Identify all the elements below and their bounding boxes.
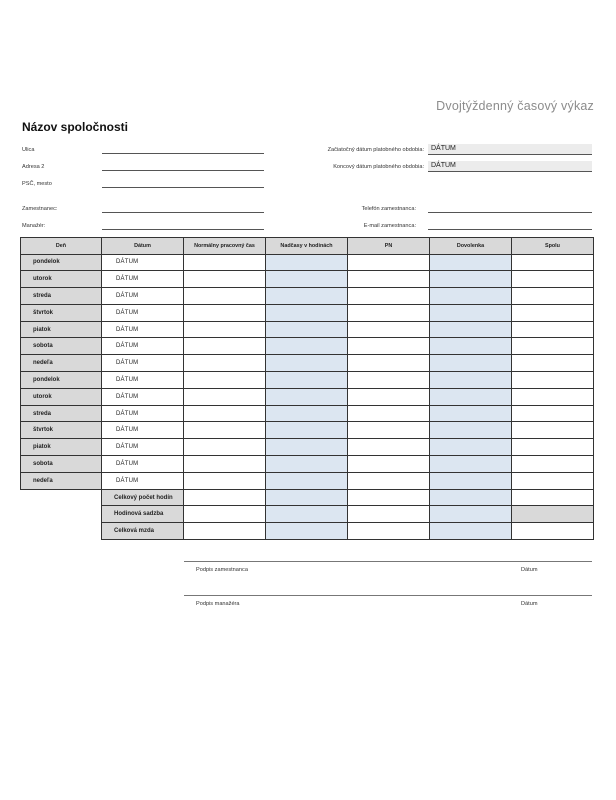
day-cell: štvrtok: [21, 422, 102, 439]
rate-overtime-cell[interactable]: [266, 506, 348, 523]
street-field[interactable]: [102, 153, 264, 154]
overtime-cell[interactable]: [266, 439, 348, 456]
table-row: [21, 372, 594, 389]
empty-cell: [21, 506, 102, 523]
sick-cell[interactable]: [348, 472, 430, 489]
vacation-cell[interactable]: [430, 422, 512, 439]
vacation-cell[interactable]: [430, 254, 512, 271]
address2-label: Adresa 2: [22, 164, 45, 170]
total-all-cell[interactable]: [512, 489, 594, 506]
employee-signature-label: Podpis zamestnanca: [196, 567, 248, 573]
col-header-day: Deň: [21, 238, 102, 255]
rate-sick-cell[interactable]: [348, 506, 430, 523]
sick-cell[interactable]: [348, 422, 430, 439]
date-cell[interactable]: DÁTUM: [102, 288, 184, 305]
table-row: [21, 321, 594, 338]
table-row: [21, 405, 594, 422]
employee-email-label: E-mail zamestnanca:: [363, 223, 416, 229]
sick-cell[interactable]: [348, 372, 430, 389]
table-row: [21, 456, 594, 473]
regular-cell[interactable]: [184, 288, 266, 305]
table-row: [21, 288, 594, 305]
vacation-cell[interactable]: [430, 288, 512, 305]
sick-cell[interactable]: [348, 321, 430, 338]
regular-cell[interactable]: [184, 254, 266, 271]
overtime-cell[interactable]: [266, 338, 348, 355]
total-cell[interactable]: [512, 271, 594, 288]
period-end-field[interactable]: DÁTUM: [428, 161, 592, 172]
table-row: [21, 304, 594, 321]
sick-cell[interactable]: [348, 456, 430, 473]
day-cell: piatok: [21, 439, 102, 456]
overtime-cell[interactable]: [266, 456, 348, 473]
table-row: [21, 271, 594, 288]
day-cell: nedeľa: [21, 472, 102, 489]
date-cell[interactable]: DÁTUM: [102, 372, 184, 389]
empty-cell: [21, 489, 102, 506]
date-cell[interactable]: DÁTUM: [102, 304, 184, 321]
total-overtime-cell[interactable]: [266, 489, 348, 506]
overtime-cell[interactable]: [266, 321, 348, 338]
sick-cell[interactable]: [348, 271, 430, 288]
table-row: [21, 388, 594, 405]
vacation-cell[interactable]: [430, 388, 512, 405]
col-header-vacation: Dovolenka: [430, 238, 512, 255]
date-cell[interactable]: DÁTUM: [102, 321, 184, 338]
vacation-cell[interactable]: [430, 355, 512, 372]
date-cell[interactable]: DÁTUM: [102, 472, 184, 489]
table-row: [21, 439, 594, 456]
address2-field[interactable]: [102, 170, 264, 171]
day-cell: pondelok: [21, 372, 102, 389]
day-cell: nedeľa: [21, 355, 102, 372]
summary-row-total-hours: [21, 489, 594, 506]
date-cell[interactable]: DÁTUM: [102, 456, 184, 473]
pay-sick-cell[interactable]: [348, 523, 430, 540]
regular-cell[interactable]: [184, 304, 266, 321]
overtime-cell[interactable]: [266, 372, 348, 389]
total-vacation-cell[interactable]: [430, 489, 512, 506]
regular-cell[interactable]: [184, 338, 266, 355]
employee-email-field[interactable]: [428, 229, 592, 230]
col-header-sick: PN: [348, 238, 430, 255]
vacation-cell[interactable]: [430, 456, 512, 473]
vacation-cell[interactable]: [430, 338, 512, 355]
street-label: Ulica: [22, 147, 35, 153]
vacation-cell[interactable]: [430, 372, 512, 389]
overtime-cell[interactable]: [266, 254, 348, 271]
date-cell[interactable]: DÁTUM: [102, 355, 184, 372]
sick-cell[interactable]: [348, 254, 430, 271]
day-cell: utorok: [21, 388, 102, 405]
total-cell[interactable]: [512, 304, 594, 321]
employee-signature-date-label: Dátum: [521, 567, 538, 573]
empty-cell: [21, 523, 102, 540]
col-header-date: Dátum: [102, 238, 184, 255]
table-row: [21, 338, 594, 355]
summary-row-total-pay: [21, 523, 594, 540]
overtime-cell[interactable]: [266, 355, 348, 372]
regular-cell[interactable]: [184, 271, 266, 288]
company-name: Názov spoločnosti: [22, 120, 129, 134]
period-start-field[interactable]: DÁTUM: [428, 144, 592, 155]
period-end-label: Koncový dátum platobného obdobia:: [333, 164, 424, 170]
overtime-cell[interactable]: [266, 288, 348, 305]
sick-cell[interactable]: [348, 338, 430, 355]
total-cell[interactable]: [512, 388, 594, 405]
regular-cell[interactable]: [184, 405, 266, 422]
timesheet-table: [20, 237, 594, 540]
vacation-cell[interactable]: [430, 472, 512, 489]
table-row: [21, 472, 594, 489]
period-start-label: Začiatočný dátum platobného obdobia:: [327, 147, 424, 153]
rate-regular-cell[interactable]: [184, 506, 266, 523]
col-header-regular: Normálny pracovný čas: [184, 238, 266, 255]
date-cell[interactable]: DÁTUM: [102, 422, 184, 439]
vacation-cell[interactable]: [430, 439, 512, 456]
total-cell[interactable]: [512, 355, 594, 372]
day-cell: piatok: [21, 321, 102, 338]
sick-cell[interactable]: [348, 355, 430, 372]
day-cell: utorok: [21, 271, 102, 288]
manager-signature-date-label: Dátum: [521, 601, 538, 607]
regular-cell[interactable]: [184, 456, 266, 473]
sick-cell[interactable]: [348, 304, 430, 321]
day-cell: streda: [21, 288, 102, 305]
manager-signature-label: Podpis manažéra: [196, 601, 240, 607]
regular-cell[interactable]: [184, 372, 266, 389]
overtime-cell[interactable]: [266, 271, 348, 288]
pay-regular-cell[interactable]: [184, 523, 266, 540]
total-sick-cell[interactable]: [348, 489, 430, 506]
regular-cell[interactable]: [184, 321, 266, 338]
col-header-total: Spolu: [512, 238, 594, 255]
total-pay-label: Celková mzda: [102, 523, 184, 540]
table-row: [21, 422, 594, 439]
manager-signature-line[interactable]: [184, 595, 592, 596]
vacation-cell[interactable]: [430, 321, 512, 338]
sick-cell[interactable]: [348, 288, 430, 305]
regular-cell[interactable]: [184, 472, 266, 489]
vacation-cell[interactable]: [430, 304, 512, 321]
day-cell: pondelok: [21, 254, 102, 271]
total-cell[interactable]: [512, 321, 594, 338]
rate-vacation-cell[interactable]: [430, 506, 512, 523]
employee-field[interactable]: [102, 212, 264, 213]
total-cell[interactable]: [512, 254, 594, 271]
pay-vacation-cell[interactable]: [430, 523, 512, 540]
overtime-cell[interactable]: [266, 405, 348, 422]
regular-cell[interactable]: [184, 355, 266, 372]
total-cell[interactable]: [512, 288, 594, 305]
col-header-overtime: Nadčasy v hodinách: [266, 238, 348, 255]
day-cell: štvrtok: [21, 304, 102, 321]
employee-phone-field[interactable]: [428, 212, 592, 213]
date-cell[interactable]: DÁTUM: [102, 388, 184, 405]
sick-cell[interactable]: [348, 388, 430, 405]
sick-cell[interactable]: [348, 405, 430, 422]
total-regular-cell[interactable]: [184, 489, 266, 506]
total-cell[interactable]: [512, 405, 594, 422]
date-cell[interactable]: DÁTUM: [102, 338, 184, 355]
date-cell[interactable]: DÁTUM: [102, 254, 184, 271]
day-cell: streda: [21, 405, 102, 422]
pay-total-cell[interactable]: [512, 523, 594, 540]
rate-total-cell: [512, 506, 594, 523]
total-cell[interactable]: [512, 372, 594, 389]
total-cell[interactable]: [512, 422, 594, 439]
regular-cell[interactable]: [184, 422, 266, 439]
table-row: [21, 254, 594, 271]
date-cell[interactable]: DÁTUM: [102, 405, 184, 422]
overtime-cell[interactable]: [266, 388, 348, 405]
total-hours-label: Celkový počet hodín: [102, 489, 184, 506]
manager-field[interactable]: [102, 229, 264, 230]
vacation-cell[interactable]: [430, 405, 512, 422]
zip-city-field[interactable]: [102, 187, 264, 188]
sick-cell[interactable]: [348, 439, 430, 456]
table-header-row: [21, 238, 594, 255]
overtime-cell[interactable]: [266, 422, 348, 439]
pay-overtime-cell[interactable]: [266, 523, 348, 540]
regular-cell[interactable]: [184, 439, 266, 456]
table-row: [21, 355, 594, 372]
employee-signature-line[interactable]: [184, 561, 592, 562]
day-cell: sobota: [21, 338, 102, 355]
total-cell[interactable]: [512, 456, 594, 473]
hourly-rate-label: Hodinová sadzba: [102, 506, 184, 523]
page-title: Dvojtýždenný časový výkaz: [436, 99, 594, 113]
zip-city-label: PSČ, mesto: [22, 181, 52, 187]
date-cell[interactable]: DÁTUM: [102, 439, 184, 456]
total-cell[interactable]: [512, 472, 594, 489]
vacation-cell[interactable]: [430, 271, 512, 288]
employee-phone-label: Telefón zamestnanca:: [361, 206, 416, 212]
overtime-cell[interactable]: [266, 304, 348, 321]
day-cell: sobota: [21, 456, 102, 473]
employee-label: Zamestnanec:: [22, 206, 58, 212]
regular-cell[interactable]: [184, 388, 266, 405]
manager-label: Manažér:: [22, 223, 46, 229]
overtime-cell[interactable]: [266, 472, 348, 489]
total-cell[interactable]: [512, 338, 594, 355]
date-cell[interactable]: DÁTUM: [102, 271, 184, 288]
total-cell[interactable]: [512, 439, 594, 456]
summary-row-hourly-rate: [21, 506, 594, 523]
